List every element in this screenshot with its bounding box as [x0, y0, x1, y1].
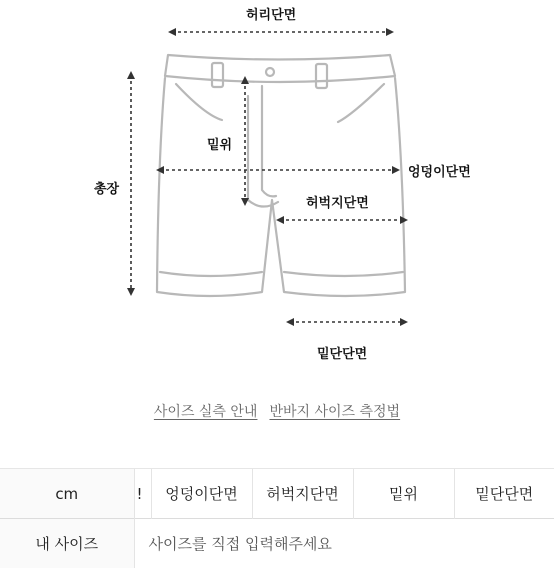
- my-size-row: [0, 519, 554, 568]
- column-header-hem: 밑단단면: [454, 469, 554, 519]
- label-thigh: 허벅지단면: [306, 192, 369, 211]
- column-header-hip: 엉덩이단면: [151, 469, 252, 519]
- unit-cell: cm: [0, 469, 134, 519]
- label-waist: 허리단면: [246, 4, 296, 23]
- label-hem: 밑단단면: [317, 343, 367, 362]
- size-measurement-guide-link[interactable]: 사이즈 실측 안내: [154, 404, 258, 420]
- shorts-measuring-method-link[interactable]: 반바지 사이즈 측정법: [269, 404, 400, 420]
- column-header: !: [134, 469, 151, 519]
- my-size-input[interactable]: 사이즈를 직접 입력해주세요: [134, 519, 554, 568]
- label-rise: 밑위: [207, 134, 232, 153]
- label-hip: 엉덩이단면: [408, 161, 471, 180]
- size-guide-links: [0, 401, 554, 421]
- waistband: [165, 55, 395, 82]
- column-header-thigh: 허벅지단면: [252, 469, 353, 519]
- column-header-rise: 밑위: [353, 469, 454, 519]
- my-size-label: 내 사이즈: [0, 519, 134, 568]
- label-total-length: 총장: [94, 178, 119, 197]
- size-table: [0, 468, 554, 568]
- size-table-header-row: [0, 469, 554, 519]
